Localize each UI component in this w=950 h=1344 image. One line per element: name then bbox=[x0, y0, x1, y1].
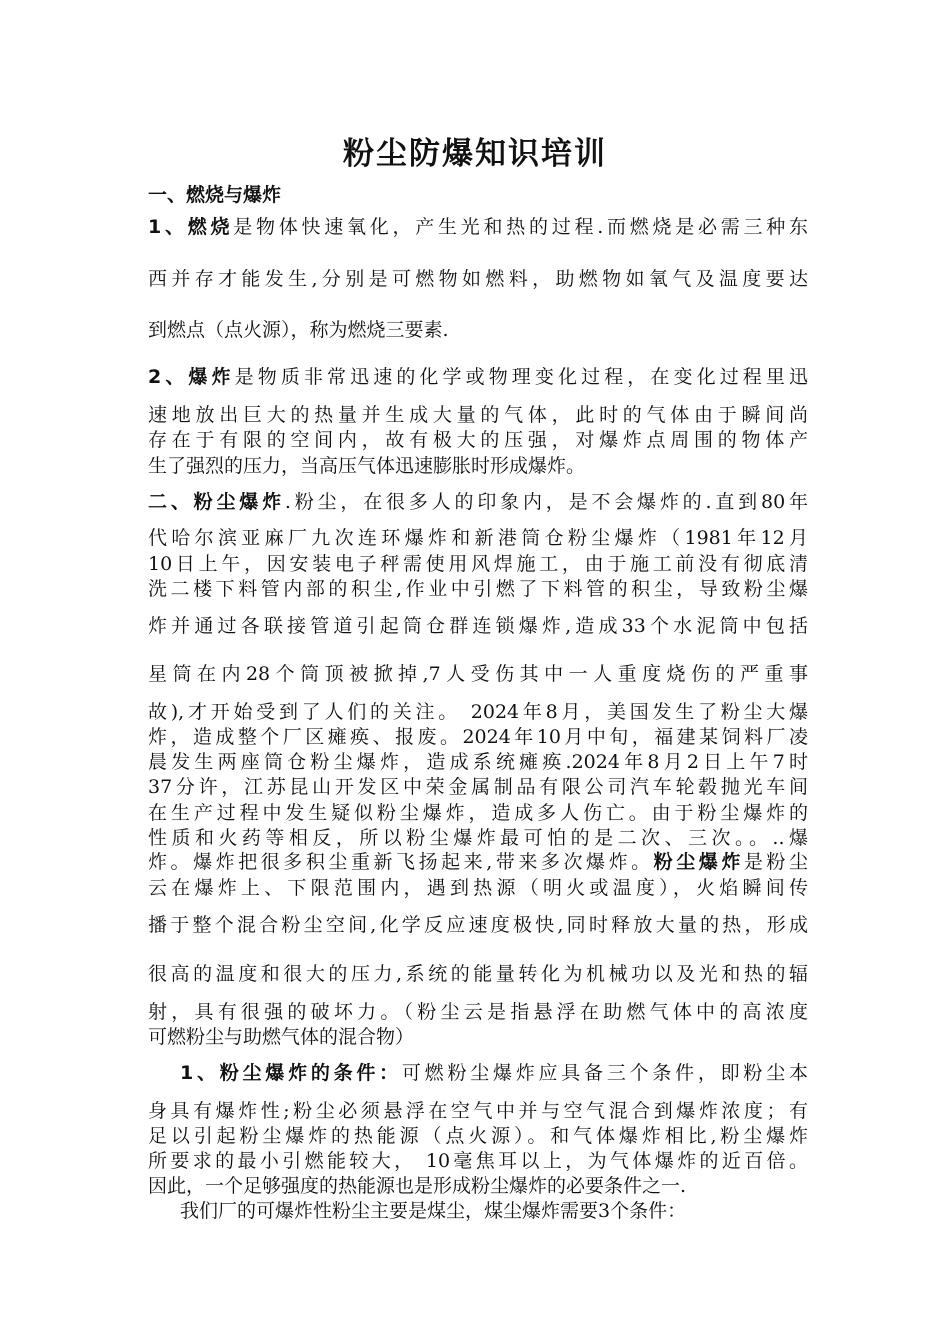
paragraph-line: 在生产过程中发生疑似粉尘爆炸，造成多人伤亡。由于粉尘爆炸的 bbox=[148, 802, 808, 824]
paragraph-line: 性质和火药等相反，所以粉尘爆炸最可怕的是二次、三次。。..爆 bbox=[148, 827, 808, 849]
paragraph-line: 身具有爆炸性;粉尘必须悬浮在空气中并与空气混合到爆炸浓度；有 bbox=[148, 1100, 808, 1122]
paragraph-line: 10日上午，因安装电子秤需使用风焊施工，由于施工前没有彻底清 bbox=[148, 553, 808, 575]
paragraph-line: 因此，一个足够强度的热能源也是形成粉尘爆炸的必要条件之一. bbox=[148, 1175, 687, 1197]
paragraph-line: 很高的温度和很大的压力,系统的能量转化为机械功以及光和热的辐 bbox=[148, 963, 808, 985]
paragraph-line: 到燃点（点火源），称为燃烧三要素. bbox=[148, 319, 449, 341]
paragraph-line: 所要求的最小引燃能较大， 10毫焦耳以上，为气体爆炸的近百倍。 bbox=[148, 1150, 808, 1172]
paragraph-line: 炸并通过各联接管道引起筒仓群连锁爆炸,造成33个水泥筒中包括 bbox=[148, 615, 808, 637]
paragraph-line: 可燃粉尘与助燃气体的混合物） bbox=[148, 1026, 415, 1048]
section-heading-1: 一、燃烧与爆炸 bbox=[148, 184, 282, 206]
paragraph-line: 洗二楼下料管内部的积尘,作业中引燃了下料管的积尘，导致粉尘爆 bbox=[148, 578, 808, 600]
bold-term: 1、燃烧 bbox=[148, 216, 234, 238]
bold-term: 1、粉尘爆炸的条件： bbox=[180, 1062, 402, 1084]
paragraph-line: 炸，造成整个厂区瘫痪、报废。2024年10月中旬，福建某饲料厂凌 bbox=[148, 726, 808, 748]
paragraph-line: 存在于有限的空间内，故有极大的压强，对爆炸点周围的物体产 bbox=[148, 429, 808, 451]
paragraph-line: 37分许，江苏昆山开发区中荣金属制品有限公司汽车轮毂抛光车间 bbox=[148, 776, 808, 798]
paragraph-line: 2、爆炸是物质非常迅速的化学或物理变化过程，在变化过程里迅 bbox=[148, 366, 808, 388]
paragraph-line: 生了强烈的压力，当高压气体迅速膨胀时形成爆炸。 bbox=[148, 455, 586, 477]
paragraph-line: 播于整个混合粉尘空间,化学反应速度极快,同时释放大量的热，形成 bbox=[148, 914, 808, 936]
paragraph-line: 代哈尔滨亚麻厂九次连环爆炸和新港筒仓粉尘爆炸（1981年12月 bbox=[148, 527, 808, 549]
paragraph-line: 晨发生两座筒仓粉尘爆炸，造成系统瘫痪.2024年8月2日上午7时 bbox=[148, 751, 808, 773]
paragraph-line: 星筒在内28个筒顶被掀掉,7人受伤其中一人重度烧伤的严重事 bbox=[148, 663, 808, 685]
paragraph-line: 足以引起粉尘爆炸的热能源（点火源）。和气体爆炸相比,粉尘爆炸 bbox=[148, 1125, 808, 1147]
bold-term: 二、粉尘爆炸 bbox=[148, 491, 285, 513]
paragraph-line: 故),才开始受到了人们的关注。 2024年8月，美国发生了粉尘大爆 bbox=[148, 701, 808, 723]
paragraph-line: 1、燃烧是物体快速氧化，产生光和热的过程.而燃烧是必需三种东 bbox=[148, 216, 808, 238]
paragraph-line: 1、粉尘爆炸的条件：可燃粉尘爆炸应具备三个条件，即粉尘本 bbox=[180, 1062, 808, 1084]
paragraph-line: 西并存才能发生,分别是可燃物如燃料，助燃物如氧气及温度要达 bbox=[148, 268, 808, 290]
paragraph-line: 我们厂的可爆炸性粉尘主要是煤尘，煤尘爆炸需要3个条件： bbox=[180, 1200, 687, 1222]
paragraph-line: 炸。爆炸把很多积尘重新飞扬起来,带来多次爆炸。粉尘爆炸是粉尘 bbox=[148, 851, 808, 873]
paragraph-line: 云在爆炸上、下限范围内，遇到热源（明火或温度），火焰瞬间传 bbox=[148, 877, 808, 899]
bold-term: 2、爆炸 bbox=[148, 366, 235, 388]
document-title: 粉尘防爆知识培训 bbox=[343, 136, 607, 172]
section-heading-2: 二、粉尘爆炸.粉尘，在很多人的印象内，是不会爆炸的.直到80年 bbox=[148, 491, 808, 513]
bold-term: 粉尘爆炸 bbox=[653, 851, 744, 873]
paragraph-line: 射，具有很强的破坏力。（粉尘云是指悬浮在助燃气体中的高浓度 bbox=[148, 1001, 808, 1023]
paragraph-line: 速地放出巨大的热量并生成大量的气体，此时的气体由于瞬间尚 bbox=[148, 404, 808, 426]
